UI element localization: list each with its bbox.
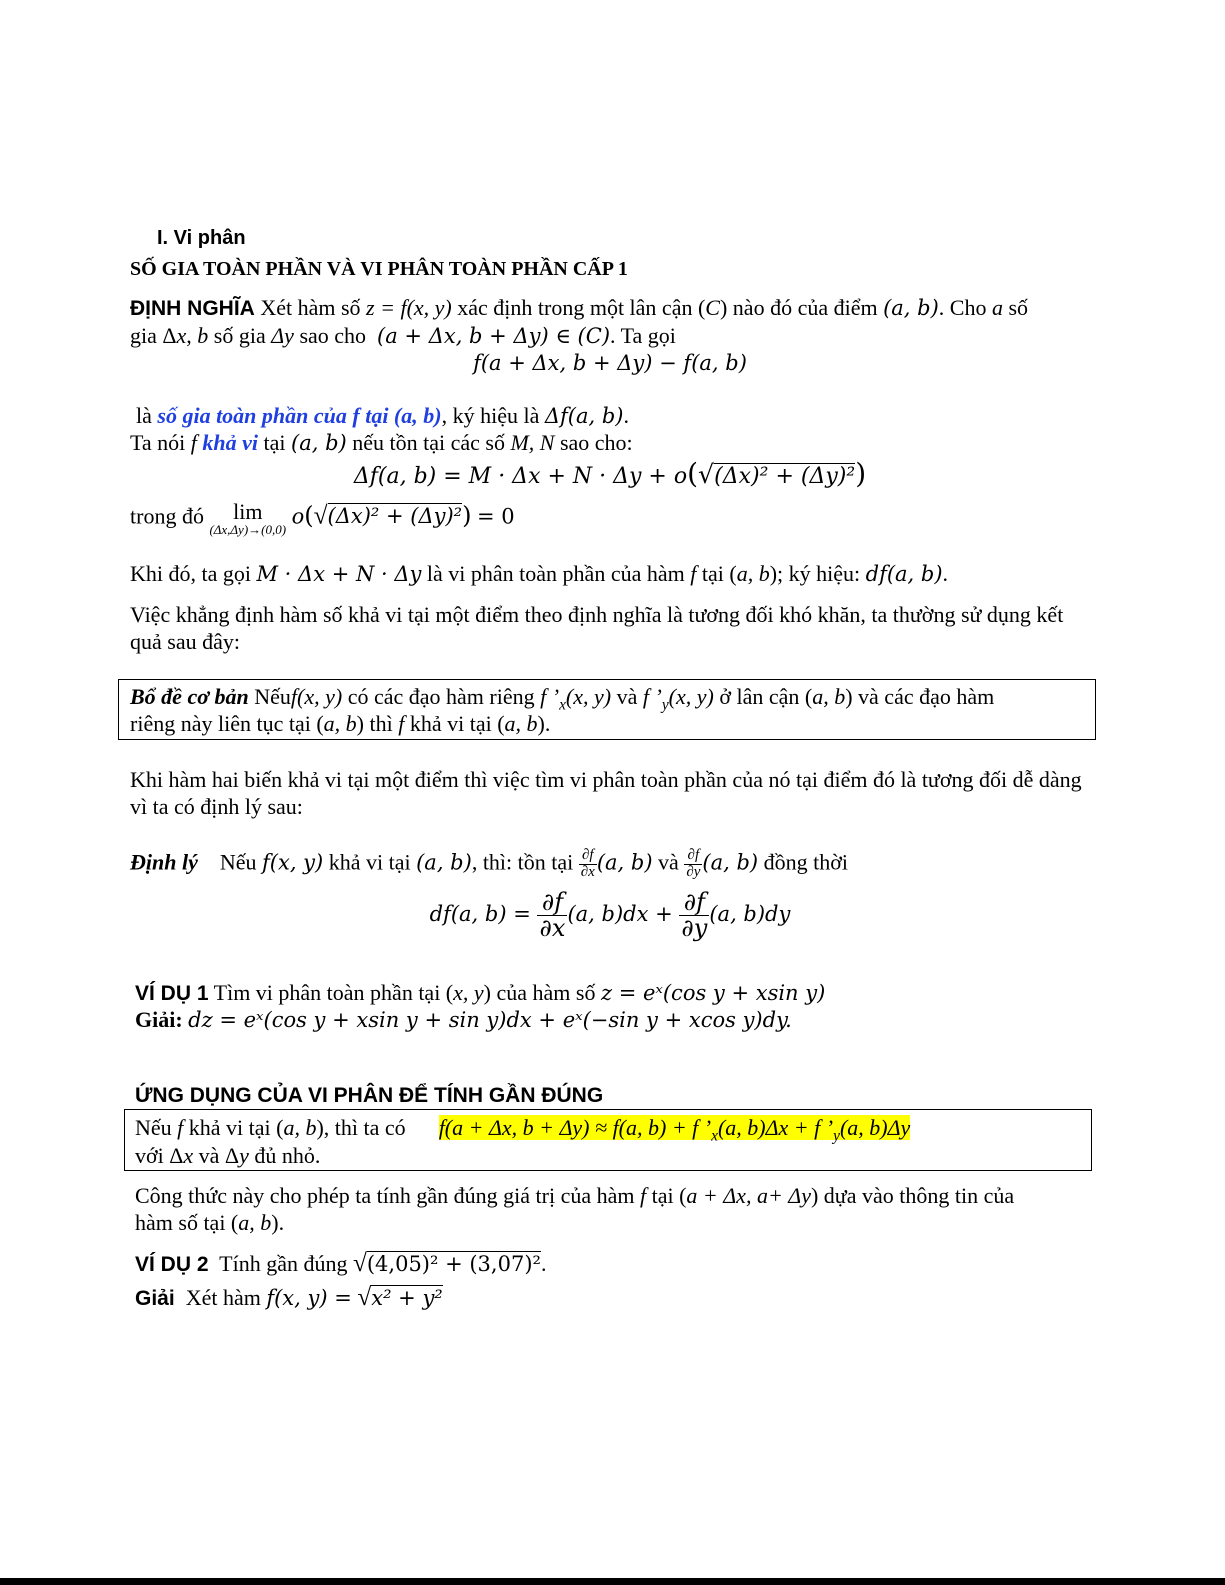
text: a, b <box>323 711 357 736</box>
text: a, b <box>238 1210 272 1235</box>
text: , <box>186 323 192 348</box>
text: f ’ <box>540 684 560 709</box>
math: ∂f <box>679 890 709 916</box>
text: f(x, y) <box>290 684 343 709</box>
section-heading: I. Vi phân <box>157 227 246 249</box>
example2-solution: Giải Xét hàm f(x, y) = √x² + y² <box>135 1283 443 1311</box>
text: và Δ <box>198 1143 240 1168</box>
math: (a, b) <box>702 850 759 875</box>
example2-line: VÍ DỤ 2 Tính gần đúng √(4,05)² + (3,07)². <box>135 1249 547 1277</box>
text: f <box>690 561 697 586</box>
text: Công thức này cho phép ta tính gần đúng giá trị của hàm <box>135 1183 635 1208</box>
math: f(x, y) = <box>266 1286 352 1310</box>
application-title: ỨNG DỤNG CỦA VI PHÂN ĐỂ TÍNH GẦN ĐÚNG <box>135 1084 604 1107</box>
text: Nếu <box>219 849 257 875</box>
math: (Δx)² + (Δy)² <box>327 504 463 529</box>
text: f <box>639 1183 647 1208</box>
text: nếu tồn tại các số <box>352 430 505 455</box>
text: ) nào đó của điểm <box>719 295 878 320</box>
math: lim <box>233 499 263 524</box>
math: (a, b) <box>883 296 939 320</box>
text: ) dựa vào thông tin của <box>810 1183 1015 1208</box>
math: (a + Δx, b + Δy) ∈ (C) <box>377 324 611 348</box>
text: Tìm vi phân toàn phần tại ( <box>213 980 454 1005</box>
text: hàm số tại ( <box>135 1210 239 1235</box>
application-note-1 <box>135 1182 1095 1209</box>
text: và <box>616 684 638 709</box>
application-note-2 <box>135 1209 1095 1236</box>
text: . <box>540 1251 547 1276</box>
text: C <box>705 295 720 320</box>
math: x <box>711 1127 718 1145</box>
text: ) thì <box>356 711 393 736</box>
text: , ký hiệu là <box>441 403 540 428</box>
text: ). <box>271 1210 285 1235</box>
lemma-line-2 <box>130 710 1090 737</box>
text: a, b <box>812 684 846 709</box>
text: gia Δ <box>130 323 177 348</box>
text: y <box>239 1143 249 1168</box>
math: (Δx)² + (Δy)² <box>714 464 856 489</box>
text: có các đạo hàm riêng <box>347 684 535 709</box>
text: M, N <box>510 430 555 455</box>
text: ) và các đạo hàm <box>845 684 995 709</box>
text: khả vi tại <box>328 849 411 875</box>
partial-fraction-y <box>679 890 709 941</box>
math: y <box>833 1127 840 1145</box>
total-differential-line <box>130 560 1090 588</box>
example1-line <box>135 979 1095 1007</box>
math: (a, b)dx + <box>567 902 673 927</box>
approximation-formula <box>438 1115 911 1145</box>
text: là <box>136 403 152 428</box>
partial-fraction-x <box>579 848 597 881</box>
math: (4,05)² + (3,07)² <box>366 1252 541 1276</box>
term-total-increment: số gia toàn phần của f tại (a, b) <box>157 403 442 428</box>
text: sao cho: <box>559 430 633 455</box>
total-differential-formula <box>130 890 1090 941</box>
text: y <box>661 696 669 714</box>
text: đồng thời <box>763 849 848 875</box>
math: df(a, b) = <box>429 902 531 927</box>
text: Xét hàm số <box>260 295 361 320</box>
solution-label: Giải: <box>135 1007 183 1032</box>
example2-label: VÍ DỤ 2 <box>135 1253 209 1276</box>
text: ); ký hiệu: <box>769 561 861 586</box>
text: (x, y) <box>565 684 612 709</box>
text: f <box>190 430 197 455</box>
page-bottom-border <box>0 1578 1225 1585</box>
text: số gia <box>213 323 266 348</box>
text: . <box>942 561 949 586</box>
math: M · Δx + N · Δy <box>256 562 422 586</box>
approximation-line-2 <box>135 1142 1095 1169</box>
text: khả vi tại ( <box>409 711 505 736</box>
text: . Cho <box>938 295 987 320</box>
definition-line-2 <box>130 322 1090 350</box>
math: df(a, b) <box>865 562 943 586</box>
math: ∂x <box>580 863 595 880</box>
math: z = eˣ(cos y + xsin y) <box>600 981 826 1005</box>
math: ∂f <box>579 848 597 865</box>
text: a, b <box>283 1115 317 1140</box>
theorem-line <box>130 848 1090 881</box>
text: ), thì ta có <box>316 1115 406 1140</box>
text: riêng này liên tục tại ( <box>130 711 324 736</box>
text: Tính gần đúng <box>219 1251 348 1276</box>
math: ∂f <box>537 890 567 916</box>
math: (a, b) <box>596 850 653 875</box>
text: x <box>176 323 187 348</box>
partial-fraction-y <box>684 848 702 881</box>
text: , thì: tồn tại <box>471 849 574 875</box>
text: với Δ <box>135 1143 184 1168</box>
text: là vi phân toàn phần của hàm <box>426 561 685 586</box>
limit-line: trong đó lim (Δx,Δy)→(0,0) o(√(Δx)² + (Δy)²) = 0 <box>130 499 515 538</box>
math: = 0 <box>476 504 515 529</box>
math: x² + y² <box>371 1286 443 1310</box>
text: tại ( <box>701 561 737 586</box>
definition-line-1 <box>130 294 1090 322</box>
math: (a, b)Δy <box>839 1115 911 1140</box>
text: ) của hàm số <box>483 980 596 1005</box>
text: z = f(x, y) <box>366 295 452 320</box>
text: (x, y) <box>668 684 714 709</box>
text: Nếu <box>135 1115 172 1140</box>
partial-fraction-x <box>537 890 567 941</box>
text: Nếu <box>254 684 291 709</box>
text: số <box>1008 295 1029 320</box>
remark-paragraph: Việc khẳng định hàm số khả vi tại một điểm theo định nghĩa là tương đối khó khăn, ta thường sử dụng kết quả sau đây: <box>130 602 1064 654</box>
theorem-label: Định lý <box>130 849 198 875</box>
math: ∂y <box>686 863 701 880</box>
math: f(x, y) <box>262 850 324 875</box>
text: f <box>398 711 405 736</box>
text: b <box>197 323 209 348</box>
text: f <box>177 1115 184 1140</box>
math: (Δx,Δy)→(0,0) <box>209 522 287 538</box>
text: a + Δx, a+ Δy <box>686 1183 811 1208</box>
math: f(a + Δx, b + Δy) ≈ f(a, b) + f ’ <box>438 1115 712 1140</box>
text: ). <box>537 711 551 736</box>
increment-formula: f(a + Δx, b + Δy) − f(a, b) <box>473 351 747 375</box>
bridge-paragraph: Khi hàm hai biến khả vi tại một điểm thì việc tìm vi phân toàn phần của nó tại điểm đó là tương đối dễ dàng vì ta có định lý sau: <box>130 767 1082 819</box>
text: tại <box>263 430 286 455</box>
definition-line-4 <box>130 429 1090 457</box>
math: (a, b)Δx + f ’ <box>717 1115 834 1140</box>
lemma-label: Bổ đề cơ bản <box>130 684 249 709</box>
math: ∂y <box>681 914 708 943</box>
section-title: SỐ GIA TOÀN PHẦN VÀ VI PHÂN TOÀN PHẦN CẤP 1 <box>130 258 628 280</box>
solution-label: Giải <box>135 1287 175 1310</box>
text: khả vi tại ( <box>188 1115 284 1140</box>
text: a, b <box>736 561 770 586</box>
text: x, y <box>453 980 484 1005</box>
text: . Ta gọi <box>610 323 676 348</box>
text: a, b <box>504 711 538 736</box>
math: Δf(a, b) = M · Δx + N · Δy + o <box>353 464 688 489</box>
math: ∂x <box>539 914 566 943</box>
text: đủ nhỏ. <box>254 1143 321 1168</box>
term-differentiable: khả vi <box>202 430 259 455</box>
text: . <box>623 403 629 428</box>
math: (a, b) <box>416 850 472 875</box>
definition-label: ĐỊNH NGHĨA <box>130 297 255 320</box>
differentiability-equation: Δf(a, b) = M · Δx + N · Δy + o(√(Δx)² + (Δy)²) <box>353 457 867 490</box>
math: dz = eˣ(cos y + xsin y + sin y)dx + eˣ(−sin y + xcos y)dy. <box>188 1008 792 1032</box>
text: tại ( <box>651 1183 687 1208</box>
math: (a, b)dy <box>709 902 791 927</box>
text: Khi đó, ta gọi <box>130 561 251 586</box>
text: xác định trong một lân cận ( <box>457 295 706 320</box>
text: Xét hàm <box>185 1285 261 1310</box>
limit-operator <box>209 500 286 537</box>
example1-label: VÍ DỤ 1 <box>135 982 209 1005</box>
text: sao cho <box>299 323 367 348</box>
text: trong đó <box>130 503 204 529</box>
definition-line-3 <box>136 402 1096 430</box>
text: Δy <box>271 323 294 348</box>
math: (a, b) <box>291 431 347 455</box>
math: Δf(a, b) <box>544 404 624 428</box>
text: f ’ <box>642 684 662 709</box>
text: và <box>658 849 679 875</box>
text: Ta nói <box>130 430 186 455</box>
text: x <box>183 1143 194 1168</box>
text: ở lân cận ( <box>719 684 813 709</box>
example1-solution <box>135 1006 1095 1034</box>
math: ∂f <box>684 848 702 865</box>
text: a <box>991 295 1003 320</box>
math: o <box>291 504 305 529</box>
text: x <box>559 696 566 714</box>
